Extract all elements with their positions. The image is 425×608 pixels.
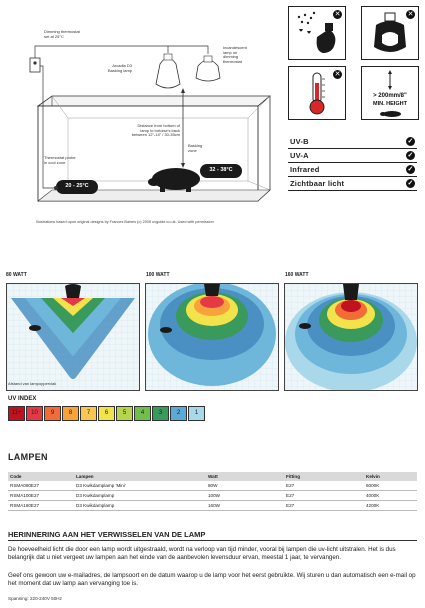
table-cell: E27 [286,503,295,508]
uv-index-cell: 6 [98,406,115,421]
uv-index-cell: 4 [134,406,151,421]
divider [8,540,417,541]
spectrum-label: Infrared [290,165,320,174]
column-header: Code [10,474,22,479]
table-cell: 80W [208,483,218,488]
table-row [8,481,417,491]
table-cell: 4200K [366,503,380,508]
spectrum-row-infrared [288,163,417,177]
check-icon: ✓ [407,180,414,187]
check-icon: ✓ [407,152,414,159]
table-cell: D3 Kwikdamplamp [76,493,115,498]
uv-index-cell: 2 [170,406,187,421]
voltage-note: Spanning: 220-240V 50Hz [8,596,62,601]
table-cell: 6000K [366,483,380,488]
incandescent-lamp [196,60,220,81]
min-height-label: MIN. HEIGHT [373,101,407,107]
table-header-row [8,472,417,481]
reminder-paragraph-1: De hoeveelheid licht die door een lamp wordt uitgestraald, wordt na verloop van tijd minder, vooral bij lampen die uv-licht uitstralen. Het is dus belangrijk dat u niet vergeet uw lampen aan het einde van de aanbevolen levensduur ervan, meestal 1 jaar, te vervangen. [8,546,396,562]
icon-box-min-height [361,66,419,120]
table-cell: E27 [286,483,295,488]
column-header: Fitting [286,474,301,479]
spectrum-row-visible [288,177,417,191]
spectrum-label: Zichtbaar licht [290,179,345,188]
reminder-paragraph-2: Geef ons gewoon uw e-mailadres, de lampsoort en de datum waarop u de lamp voor het eerst gebruikte. Wij sturen u dan automatisch een e-mail op het moment dat uw lamp aan vervanging toe is. [8,572,416,588]
column-header: Watt [208,474,218,479]
icon-box-reflector [361,6,419,60]
terrarium-diagram [8,6,278,216]
table-cell: RSMA100E27 [10,493,40,498]
uv-chart-80w [6,283,140,391]
uv-index-cell: 1 [188,406,205,421]
table-cell: 160W [208,503,221,508]
icon-box-temperature [288,66,346,120]
uv-index-cell: 11+ [8,406,25,421]
hot-zone-temp: 32 - 38°C [209,167,233,173]
uv-index-cell: 5 [116,406,133,421]
lamp-table [8,472,417,511]
chart-title-160w: 160 WATT [285,272,309,278]
uv-index-title: UV INDEX [8,396,37,402]
thermostat-box [30,58,40,72]
uv-index-cell: 10 [26,406,43,421]
spectrum-row-uvb [288,135,417,149]
reminder-title: HERINNERING AAN HET VERWISSELEN VAN DE LAMP [8,530,206,539]
thermostat-label: Dimming thermostat set at 25°C [44,29,80,39]
chart-title-80w: 80 WATT [6,272,27,278]
not-allowed-icon: ✕ [334,71,341,78]
distance-label: Distance from bottom of lamp to tortoise's back between 12"-14" / 30-35cm [131,123,180,138]
column-header: Lampen [76,474,94,479]
illustration-credit: Illustrations based upon original designs by Frances Baines (c) 2009 uvguide.co.uk. Used with permission [36,220,214,224]
probe-label: Thermostat probe in cool zone [44,155,76,165]
uv-chart-100w [145,283,279,391]
column-header: Kelvin [366,474,380,479]
table-cell: E27 [286,493,295,498]
uv-index-cell: 3 [152,406,169,421]
cool-zone-temp: 20 - 25°C [65,183,89,189]
basking-zone-label: Basking zone [188,143,203,153]
d3-basking-lamp [156,58,180,88]
spectrum-row-uva [288,149,417,163]
table-cell: RSMA160E27 [10,503,40,508]
spectrum-label: UV-A [290,151,309,160]
table-row [8,491,417,501]
table-row [8,501,417,511]
check-icon: ✓ [407,138,414,145]
not-allowed-icon: ✕ [407,11,414,18]
table-cell: 4000K [366,493,380,498]
table-cell: RSMA080E27 [10,483,40,488]
table-cell: 100W [208,493,221,498]
not-allowed-icon: ✕ [334,11,341,18]
chart-legend-80w: Afstand van lampoppervlak [8,381,57,386]
table-cell: D3 Kwikdamplamp [76,503,115,508]
uv-chart-160w [284,283,418,391]
table-cell: D3 Kwikdamplamp 'Mini' [76,483,126,488]
uv-index-cell: 7 [80,406,97,421]
min-height-value: > 200mm/8" [373,93,407,99]
uv-index-cell: 8 [62,406,79,421]
icon-box-no-spray [288,6,346,60]
incandescent-label: Incandescent lamp on dimming thermostat [223,45,247,64]
spectrum-label: UV-B [290,137,309,146]
check-icon: ✓ [407,166,414,173]
uv-index-cell: 9 [44,406,61,421]
lampen-title: LAMPEN [8,452,48,462]
tortoise [152,168,200,190]
lamp-label: Arcadia D3 Basking lamp [108,63,133,73]
chart-title-100w: 100 WATT [146,272,170,278]
